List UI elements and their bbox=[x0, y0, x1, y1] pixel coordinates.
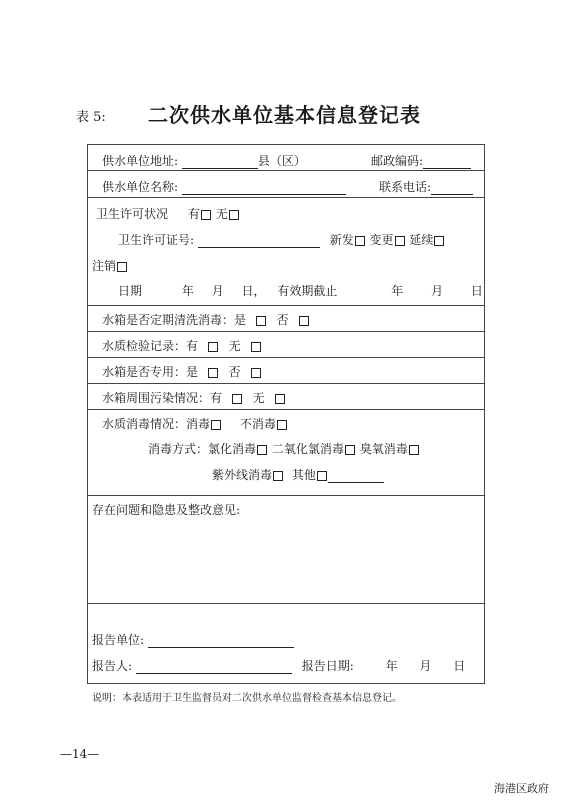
tank-dedicated-yes-checkbox[interactable] bbox=[208, 368, 218, 378]
tank-dedicated-row bbox=[102, 363, 262, 380]
postcode-label: 邮政编码: bbox=[371, 154, 424, 168]
reporter-row bbox=[92, 657, 465, 674]
cancel-row bbox=[92, 257, 128, 274]
divider bbox=[88, 495, 484, 496]
name-row bbox=[102, 178, 346, 195]
permit-number-field[interactable] bbox=[198, 235, 320, 248]
report-unit-label: 报告单位: bbox=[92, 633, 145, 647]
divider bbox=[88, 331, 484, 332]
report-month-label: 月 bbox=[419, 659, 432, 673]
change-checkbox[interactable] bbox=[395, 236, 405, 246]
change-label: 变更 bbox=[369, 233, 394, 247]
not-disinfect-label: 不消毒 bbox=[239, 417, 276, 431]
other-checkbox[interactable] bbox=[317, 471, 327, 481]
table-number: 表 5: bbox=[76, 110, 106, 125]
phone-field[interactable] bbox=[431, 182, 473, 195]
issues-label: 存在问题和隐患及整改意见: bbox=[92, 503, 241, 517]
divider bbox=[88, 197, 484, 198]
name-label: 供水单位名称: bbox=[102, 180, 179, 194]
address-field[interactable] bbox=[182, 156, 258, 169]
tank-pollution-label: 水箱周围污染情况：有 bbox=[102, 391, 223, 405]
disinfect-checkbox[interactable] bbox=[211, 420, 221, 430]
method-row bbox=[148, 440, 420, 457]
water-test-yes-checkbox[interactable] bbox=[208, 342, 218, 352]
tank-pollution-yes-checkbox[interactable] bbox=[232, 394, 242, 404]
water-test-row bbox=[102, 337, 262, 354]
report-unit-row bbox=[92, 631, 294, 648]
report-unit-field[interactable] bbox=[148, 635, 294, 648]
county-label: 县（区） bbox=[257, 154, 306, 168]
tank-clean-label: 水箱是否定期清洗消毒：是 bbox=[102, 313, 247, 327]
extend-label: 延续 bbox=[409, 233, 434, 247]
report-year-label: 年 bbox=[385, 659, 398, 673]
cancel-checkbox[interactable] bbox=[117, 262, 127, 272]
valid-until-label: 有效期截止 bbox=[277, 284, 338, 298]
tank-pollution-no-checkbox[interactable] bbox=[275, 394, 285, 404]
extend-checkbox[interactable] bbox=[434, 236, 444, 246]
tank-clean-yes-checkbox[interactable] bbox=[256, 316, 266, 326]
uv-label: 紫外线消毒 bbox=[212, 468, 273, 482]
permit-status-label: 卫生许可状况 bbox=[96, 207, 169, 221]
date-label: 日期 bbox=[118, 284, 143, 298]
report-day-label: 日 bbox=[453, 659, 466, 673]
postcode-row bbox=[371, 152, 471, 169]
reporter-label: 报告人: bbox=[92, 659, 133, 673]
permit-date-row bbox=[118, 282, 483, 299]
ozone-checkbox[interactable] bbox=[409, 445, 419, 455]
permit-number-row bbox=[118, 231, 445, 248]
disinfect-label: 水质消毒情况：消毒 bbox=[102, 417, 211, 431]
water-test-no-checkbox[interactable] bbox=[251, 342, 261, 352]
disinfect-row bbox=[102, 415, 288, 432]
new-issue-checkbox[interactable] bbox=[355, 236, 365, 246]
other-field[interactable] bbox=[328, 470, 384, 483]
permit-yes-label: 有 bbox=[187, 207, 200, 221]
chlorination-checkbox[interactable] bbox=[257, 445, 267, 455]
phone-row bbox=[379, 178, 473, 195]
water-test-label: 水质检验记录：有 bbox=[102, 339, 199, 353]
method-label: 消毒方式：氯化消毒 bbox=[148, 442, 257, 456]
report-date-label: 报告日期: bbox=[301, 659, 354, 673]
uv-checkbox[interactable] bbox=[273, 471, 283, 481]
address-row bbox=[102, 152, 306, 169]
divider bbox=[88, 170, 484, 171]
permit-number-label: 卫生许可证号: bbox=[118, 233, 195, 247]
divider bbox=[88, 357, 484, 358]
permit-no-label: 无 bbox=[215, 207, 228, 221]
year2-label: 年 bbox=[391, 284, 404, 298]
permit-yes-checkbox[interactable] bbox=[201, 210, 211, 220]
tank-clean-no-label: 否 bbox=[276, 313, 289, 327]
tank-pollution-no-label: 无 bbox=[252, 391, 265, 405]
permit-status-row bbox=[96, 205, 240, 222]
water-test-no-label: 无 bbox=[228, 339, 241, 353]
reporter-field[interactable] bbox=[136, 661, 292, 674]
name-field[interactable] bbox=[182, 182, 346, 195]
tank-clean-row bbox=[102, 311, 310, 328]
day-label: 日， bbox=[241, 284, 266, 298]
divider bbox=[88, 409, 484, 410]
ozone-label: 臭氧消毒 bbox=[359, 442, 408, 456]
cancel-label: 注销 bbox=[92, 259, 117, 273]
not-disinfect-checkbox[interactable] bbox=[277, 420, 287, 430]
divider bbox=[88, 305, 484, 306]
tank-dedicated-label: 水箱是否专用：是 bbox=[102, 365, 199, 379]
issues-textarea[interactable] bbox=[92, 519, 480, 599]
tank-clean-no-checkbox[interactable] bbox=[299, 316, 309, 326]
year-label: 年 bbox=[181, 284, 194, 298]
day2-label: 日 bbox=[470, 284, 483, 298]
month2-label: 月 bbox=[431, 284, 444, 298]
new-issue-label: 新发 bbox=[329, 233, 354, 247]
tank-pollution-row bbox=[102, 389, 286, 406]
address-label: 供水单位地址: bbox=[102, 154, 179, 168]
postcode-field[interactable] bbox=[423, 156, 471, 169]
chlorine-dioxide-label: 二氧化氯消毒 bbox=[271, 442, 344, 456]
month-label: 月 bbox=[211, 284, 224, 298]
tank-dedicated-no-label: 否 bbox=[228, 365, 241, 379]
tank-dedicated-no-checkbox[interactable] bbox=[251, 368, 261, 378]
phone-label: 联系电话: bbox=[379, 180, 432, 194]
page-number: —14— bbox=[60, 747, 100, 761]
registration-form bbox=[87, 144, 485, 684]
table-note: 说明：本表适用于卫生监督员对二次供水单位监督检查基本信息登记。 bbox=[92, 693, 402, 704]
permit-no-checkbox[interactable] bbox=[229, 210, 239, 220]
source-footer: 海港区政府 bbox=[494, 782, 549, 795]
page-title: 二次供水单位基本信息登记表 bbox=[148, 103, 421, 127]
chlorine-dioxide-checkbox[interactable] bbox=[345, 445, 355, 455]
divider bbox=[88, 603, 484, 604]
method-row-2 bbox=[212, 466, 384, 483]
divider bbox=[88, 383, 484, 384]
other-label: 其他 bbox=[291, 468, 316, 482]
